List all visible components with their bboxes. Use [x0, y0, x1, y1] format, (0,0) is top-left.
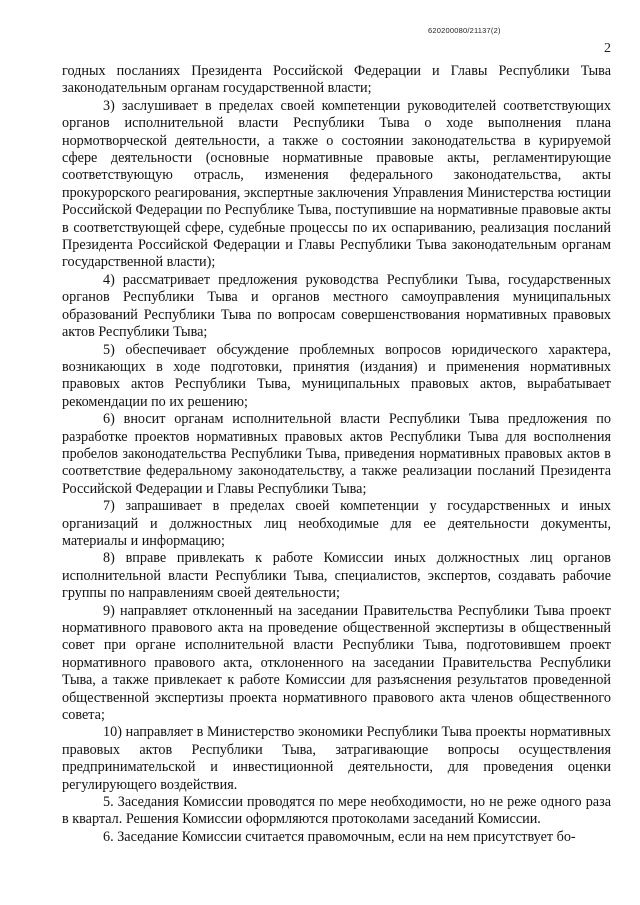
document-code: 620200080/21137(2) — [428, 26, 501, 35]
paragraph-item-7: 7) запрашивает в пределах своей компетенции у государственных и иных организаций и должностных лиц необходимые для ее деятельности документы, материалы и информацию; — [62, 498, 611, 549]
paragraph-item-3: 3) заслушивает в пределах своей компетенции руководителей соответствующих органов исполнительной власти Республики Тыва о ходе выполнения плана нормотворческой деятельности, а также о состоянии законодательства в курируемой сфере деятельности (основные нормативные правовые акты, регламентирующие соответствующую отрасль, изменения федерального законодательства, акты прокурорского реагирования, экспертные заключения Управления Министерства юстиции Российской Федерации по Республике Тыва, поступившие на нормативные правовые акты в соответствующей сфере, судебные процессы по их оспариванию, реализация посланий Президента Российской Федерации и Главы Республики Тыва законодательным органам государственной власти); — [62, 97, 611, 271]
paragraph-section-5: 5. Заседания Комиссии проводятся по мере необходимости, но не реже одного раза в квартал. Решения Комиссии оформляются протоколами заседаний Комиссии. — [62, 794, 611, 828]
paragraph-section-6: 6. Заседание Комиссии считается правомочным, если на нем присутствует бо- — [103, 828, 576, 845]
paragraph-item-6: 6) вносит органам исполнительной власти Республики Тыва предложения по разработке проектов нормативных правовых актов Республики Тыва для восполнения пробелов законодательства Республики Тыва, приведения нормативных правовых актов в соответствие федеральному законодательству, а также реализации посланий Президента Российской Федерации и Главы Республики Тыва; — [62, 411, 611, 497]
document-body — [62, 63, 611, 846]
paragraph-item-4: 4) рассматривает предложения руководства Республики Тыва, государственных органов Республики Тыва и органов местного самоуправления муниципальных образований Республики Тыва по вопросам совершенствования нормативных правовых актов Республики Тыва; — [62, 271, 611, 341]
page-number: 2 — [604, 41, 611, 56]
paragraph-continuation: годных посланиях Президента Российской Федерации и Главы Республики Тыва законодательным органам государственной власти; — [62, 63, 611, 97]
paragraph-item-5: 5) обеспечивает обсуждение проблемных вопросов юридического характера, возникающих в ходе подготовки, принятия (издания) и применения нормативных правовых актов Республики Тыва, муниципальных правовых актов, вырабатывает рекомендации по их решению; — [62, 341, 611, 410]
paragraph-item-10: 10) направляет в Министерство экономики Республики Тыва проекты нормативных правовых актов Республики Тыва, затрагивающие вопросы осуществления предпринимательской и инвестиционной деятельности, для проведения оценки регулирующего воздействия. — [62, 724, 611, 793]
paragraph-item-8: 8) вправе привлекать к работе Комиссии иных должностных лиц органов исполнительной власти Республики Тыва, специалистов, экспертов, создавать рабочие группы по направлениям своей деятельности; — [62, 550, 611, 602]
paragraph-item-9: 9) направляет отклоненный на заседании Правительства Республики Тыва проект нормативного правового акта на проведение общественной экспертизы в общественный совет при органе исполнительной власти Республики Тыва, подготовившем проект нормативного правового акта, отклоненного на заседании Правительства Республики Тыва, а также привлекает к работе Комиссии для разъяснения результатов проведенной общественной экспертизы проекта нормативного правового акта членов общественного совета; — [62, 602, 611, 724]
